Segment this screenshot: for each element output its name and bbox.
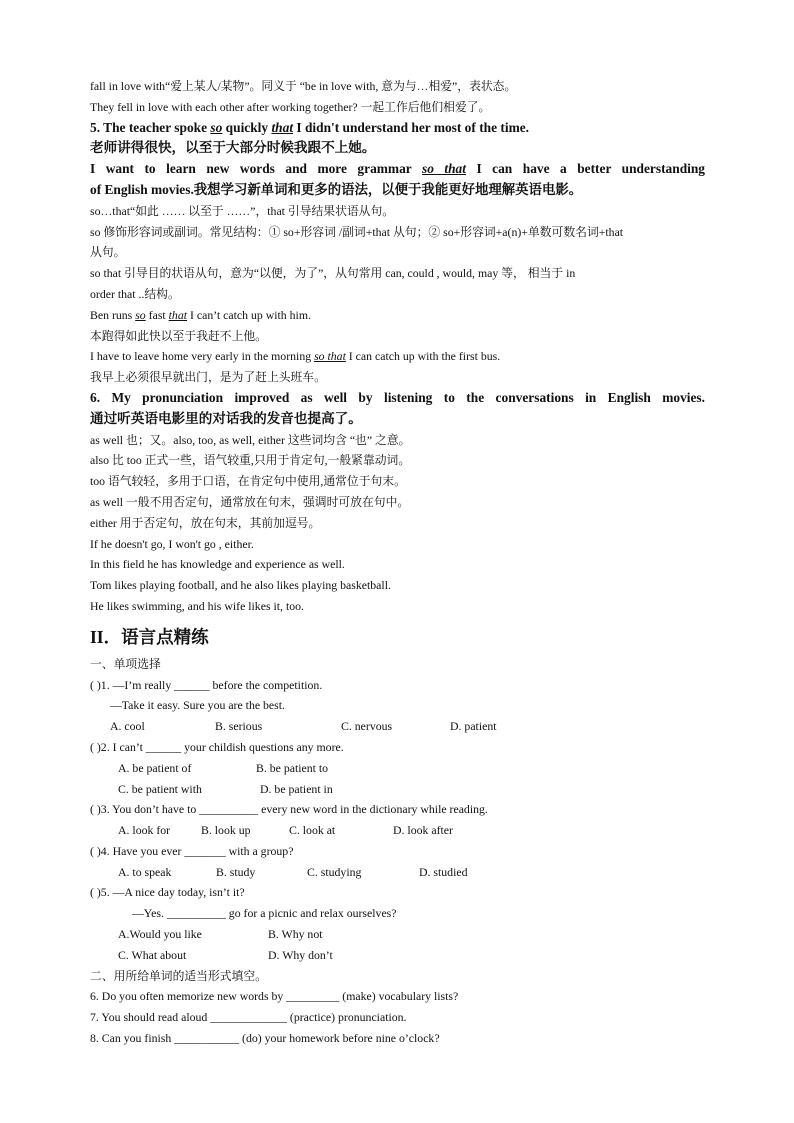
- note-line: 从句。: [90, 245, 126, 260]
- note-line: too 语气较轻，多用于口语，在肯定句中使用,通常位于句末。: [90, 474, 406, 489]
- example-sentence: If he doesn't go, I won't go , either.: [90, 536, 254, 551]
- question-stem: ( )4. Have you ever _______ with a group?: [90, 843, 294, 858]
- note-line: 我早上必须很早就出门，是为了赶上头班车。: [90, 370, 326, 385]
- option-c: C. look at: [289, 823, 336, 838]
- option-c: C. What about: [118, 947, 187, 962]
- question-reply: —Take it easy. Sure you are the best.: [110, 698, 285, 713]
- option-d: D. Why don’t: [268, 947, 333, 962]
- option-a: A. look for: [118, 823, 171, 838]
- example-sentence: He likes swimming, and his wife likes it, too.: [90, 598, 304, 613]
- note-line: They fell in love with each other after working together? 一起工作后他们相爱了。: [90, 99, 491, 114]
- option-row: [90, 945, 705, 966]
- note-line: so that 引导目的状语从句，意为“以便，为了”，从句常用 can, could , would, may 等， 相当于 in: [90, 266, 576, 281]
- option-b: B. Why not: [268, 927, 323, 942]
- option-b: B. look up: [201, 823, 251, 838]
- example-sentence: I have to leave home very early in the morning so that I can catch up with the first bus.: [90, 349, 501, 364]
- option-b: B. study: [216, 864, 256, 879]
- option-d: D. be patient in: [260, 781, 333, 796]
- option-c: C. studying: [307, 864, 362, 879]
- item-5b-sentence: I want to learn new words and more grammar so that I can have a better understanding: [90, 161, 706, 177]
- question-reply: —Yes. __________ go for a picnic and relax ourselves?: [132, 906, 397, 921]
- question-stem: ( )1. —I’m really ______ before the competition.: [90, 677, 323, 692]
- option-row: [90, 779, 705, 800]
- option-b: B. serious: [215, 719, 263, 734]
- item-5-sentence: 5. The teacher spoke so quickly that I didn't understand her most of the time.: [90, 119, 530, 135]
- item-6-translation: 通过听英语电影里的对话我的发音也提高了。: [90, 410, 362, 426]
- option-d: D. look after: [393, 823, 453, 838]
- example-sentence: In this field he has knowledge and experience as well.: [90, 557, 345, 572]
- item-5-translation: 老师讲得很快，以至于大部分时候我跟不上她。: [90, 140, 376, 156]
- note-line: order that ..结构。: [90, 286, 180, 301]
- option-c: C. be patient with: [118, 781, 202, 796]
- question-stem: ( )3. You don’t have to __________ every new word in the dictionary while reading.: [90, 802, 488, 817]
- note-line: as well 一般不用否定句，通常放在句末，强调时可放在句中。: [90, 494, 410, 509]
- note-line: 本跑得如此快以至于我赶不上他。: [90, 328, 267, 343]
- document-page: [90, 76, 705, 1049]
- note-line: so 修饰形容词或副词。常见结构：① so+形容词 /副词+that 从句；② so+形容词+a(n)+单数可数名词+that: [90, 224, 624, 239]
- option-a: A. cool: [110, 719, 145, 734]
- option-a: A. to speak: [118, 864, 172, 879]
- note-line: also 比 too 正式一些，语气较重,只用于肯定句,一般紧靠动词。: [90, 453, 411, 468]
- note-line: as well 也；又。also, too, as well, either 这些词均含 “也” 之意。: [90, 432, 411, 447]
- option-row: [90, 862, 705, 883]
- fill-question: 6. Do you often memorize new words by _________ (make) vocabulary lists?: [90, 989, 459, 1004]
- note-line: so…that“如此 …… 以至于 ……”，that 引导结果状语从句。: [90, 203, 395, 218]
- option-row: [90, 716, 705, 737]
- question-stem: ( )2. I can’t ______ your childish questions any more.: [90, 739, 344, 754]
- part-heading: 二、用所给单词的适当形式填空。: [90, 968, 267, 983]
- question-stem: ( )5. —A nice day today, isn’t it?: [90, 885, 245, 900]
- option-c: C. nervous: [341, 719, 393, 734]
- note-line: fall in love with“爱上某人/某物”。同义于 “be in love with, 意为与…相爱”，表状态。: [90, 79, 517, 93]
- option-a: A. be patient of: [118, 760, 192, 775]
- option-row: [90, 820, 705, 841]
- section-title: II．语言点精练: [90, 626, 209, 647]
- option-d: D. patient: [450, 719, 497, 734]
- option-row: [90, 924, 705, 945]
- option-b: B. be patient to: [256, 760, 329, 775]
- part-heading: 一、单项选择: [90, 656, 161, 671]
- note-line: either 用于否定句，放在句末，其前加逗号。: [90, 515, 321, 530]
- option-a: A.Would you like: [118, 927, 202, 942]
- item-5b-sentence-cont: of English movies.我想学习新单词和更多的语法，以便于我能更好地理解英语电影。: [90, 181, 583, 197]
- fill-question: 8. Can you finish ___________ (do) your homework before nine o’clock?: [90, 1031, 440, 1046]
- example-sentence: Tom likes playing football, and he also likes playing basketball.: [90, 578, 391, 593]
- option-row: [90, 758, 705, 779]
- example-sentence: Ben runs so fast that I can’t catch up with him.: [90, 307, 311, 322]
- option-d: D. studied: [419, 864, 468, 879]
- item-6-sentence: 6. My pronunciation improved as well by listening to the conversations in English movies.: [90, 389, 705, 405]
- fill-question: 7. You should read aloud _____________ (practice) pronunciation.: [90, 1010, 407, 1025]
